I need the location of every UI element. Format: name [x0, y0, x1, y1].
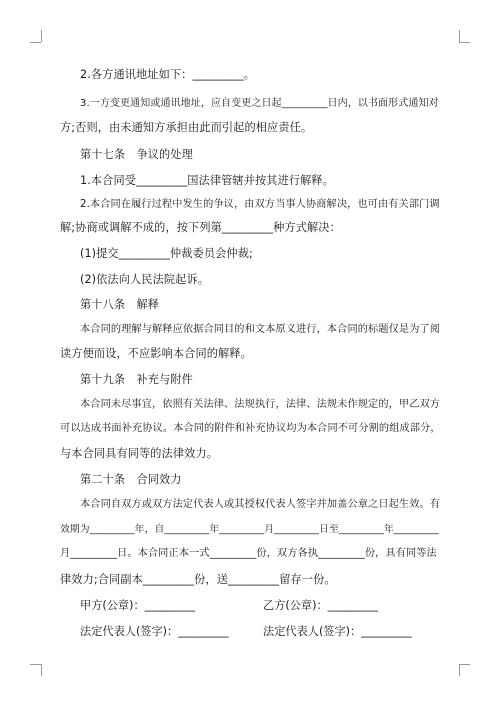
clause-interpretation: 本合同的理解与解释应依据合同目的和文本原义进行，本合同的标题仅是为了阅 — [80, 324, 441, 335]
clause-effectiveness: 本合同自双方或双方法定代表人或其授权代表人签字并加盖公章之日起生效。有 — [80, 499, 441, 510]
clause-copies: 月_________日。本合同正本一式_________份，双方各执_________份，具有同等法 — [60, 548, 437, 559]
clause-interpretation-cont: 读方便而设，不应影响本合同的解释。 — [60, 347, 252, 360]
clause-arbitration-option: (1)提交_________仲裁委员会仲裁; — [80, 247, 253, 260]
clause-supplement: 本合同未尽事宜，依照有关法律、法规执行，法律、法规未作规定的，甲乙双方 — [80, 399, 441, 410]
clause-address-line: 2.各方通讯地址如下：_________。 — [80, 68, 255, 81]
party-a-rep: 法定代表人(签字)：_________ — [80, 625, 229, 638]
clause-supplement-cont: 可以达成书面补充协议。本合同的附件和补充协议均为本合同不可分割的组成部分， — [60, 423, 441, 434]
clause-court-option: (2)依法向人民法院起诉。 — [80, 273, 210, 286]
clause-dispute-line: 2.本合同在履行过程中发生的争议，由双方当事人协商解决，也可由有关部门调 — [80, 199, 440, 210]
section-heading-20: 第二十条 合同效力 — [80, 473, 182, 486]
section-heading-19: 第十九条 补充与附件 — [80, 373, 193, 386]
clause-dispute-cont: 解;协商或调解不成的，按下列第_________种方式解决： — [60, 221, 341, 234]
party-a-seal: 甲方(公章)：_________ — [80, 599, 196, 612]
clause-supplement-cont2: 与本合同具有同等的法律效力。 — [60, 447, 219, 460]
clause-validity-period: 效期为_________年，自_________年_________月_________日至_________年_________ — [60, 524, 439, 535]
section-heading-17: 第十七条 争议的处理 — [80, 148, 193, 161]
clause-change-notice-cont: 方;否则，由未通知方承担由此而引起的相应责任。 — [60, 121, 313, 134]
clause-change-notice-line: 3.一方变更通知或通讯地址，应自变更之日起_________日内，以书面形式通知对 — [80, 98, 439, 109]
clause-copies-cont: 律效力;合同副本_________份，送_________留存一份。 — [60, 573, 336, 586]
party-b-rep: 法定代表人(签字)：_________ — [263, 625, 412, 638]
party-b-seal: 乙方(公章)：_________ — [263, 599, 379, 612]
section-heading-18: 第十八条 解释 — [80, 298, 160, 311]
clause-governing-law: 1.本合同受_________国法律管辖并按其进行解释。 — [80, 174, 335, 187]
